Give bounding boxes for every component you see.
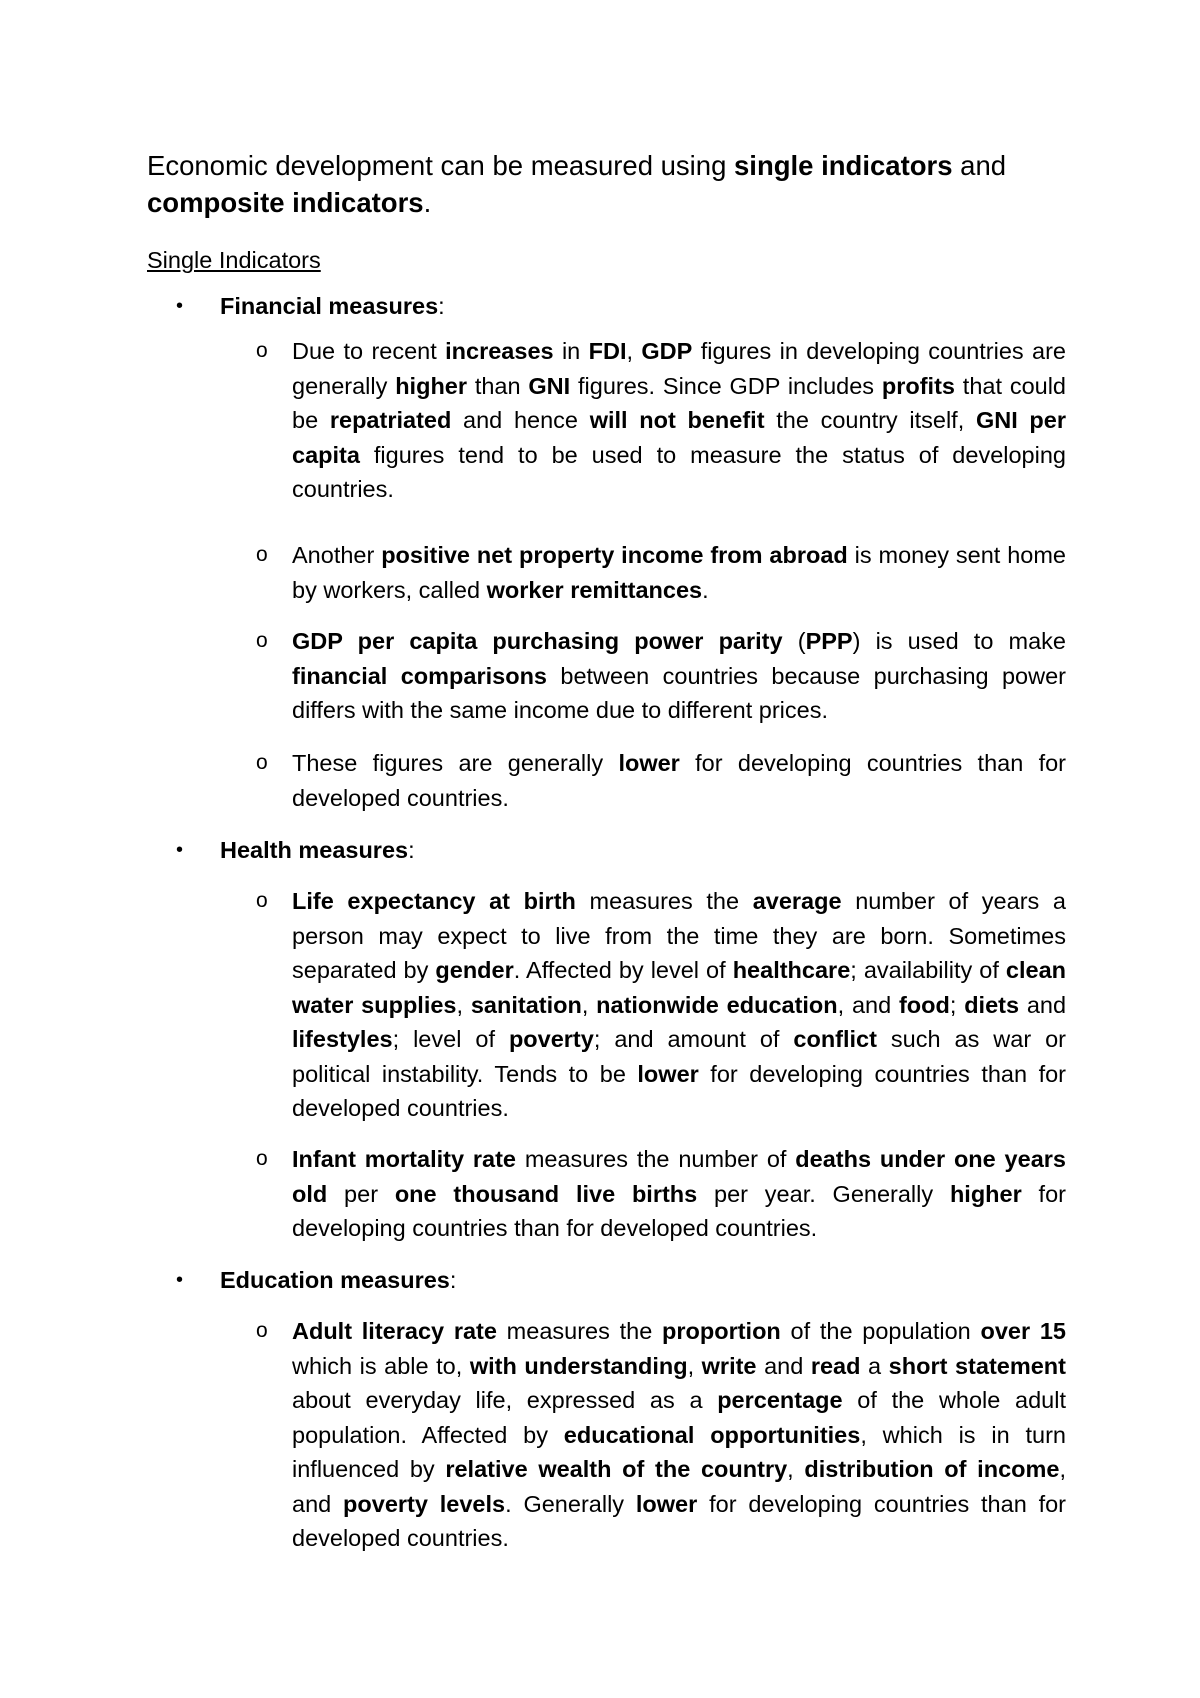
sub-bullet-marker: o	[256, 1319, 268, 1342]
text-span: per	[327, 1180, 395, 1207]
bold-term: over 15	[980, 1318, 1067, 1344]
text-span: ; level of	[392, 1026, 509, 1052]
text-span: , which is in turn influenced by	[292, 1421, 1066, 1482]
bold-term: one thousand live births	[394, 1180, 698, 1207]
text-span: figures tend to be used to measure the status of developing countries.	[292, 441, 1066, 502]
text-span: of the whole adult population. Affected by	[292, 1387, 1066, 1448]
text-span: that could be	[292, 372, 1067, 433]
health-item-2	[256, 1142, 1066, 1246]
bold-term: poverty	[508, 1026, 594, 1052]
bold-term: Health measures	[220, 837, 409, 863]
bold-term: relative wealth of the country	[445, 1456, 788, 1482]
text-span: is money sent home by workers, called	[292, 542, 1066, 603]
sub-bullet-marker: o	[256, 543, 268, 566]
bullet-marker: •	[176, 1269, 184, 1291]
bold-term: healthcare	[732, 957, 851, 983]
text-span: ,	[787, 1456, 805, 1482]
text-span: :	[449, 1267, 457, 1293]
bold-term: Financial measures	[220, 293, 439, 319]
bold-term: higher	[395, 372, 468, 399]
text-span: a	[860, 1352, 889, 1379]
bold-term: GNI	[528, 372, 571, 399]
bold-term: clean water supplies	[292, 957, 1066, 1018]
text-span: These figures are generally	[292, 750, 619, 776]
text-span: :	[438, 293, 445, 319]
text-span: ,	[456, 991, 471, 1018]
bold-term: lifestyles	[292, 1026, 393, 1052]
text-span: ) is used to make	[852, 628, 1066, 654]
text-span: ; and amount of	[593, 1026, 794, 1052]
text-span: number of years a person may expect to live from the time they are born. Sometimes separated by	[292, 888, 1066, 983]
text-span: ; availability of	[850, 957, 1006, 983]
bullet-marker: •	[176, 295, 184, 317]
text-span: , and	[292, 1456, 1066, 1517]
text-span: than	[467, 372, 529, 399]
text-span: measures the	[496, 1318, 663, 1344]
bold-term: FDI	[588, 338, 627, 364]
bold-term: Infant mortality rate	[292, 1146, 516, 1172]
bold-term: sanitation	[470, 991, 582, 1018]
text-span: figures. Since GDP includes	[570, 372, 882, 399]
text-span: for developing countries than for developed countries.	[292, 1490, 1067, 1551]
text-span: measures the number of	[515, 1146, 796, 1172]
financial-item-3	[256, 624, 1066, 728]
text-span: ;	[949, 991, 965, 1018]
text-span: per year. Generally	[697, 1180, 950, 1207]
bold-term: percentage	[717, 1387, 843, 1413]
text-span: between countries because purchasing power differs with the same income due to different prices.	[292, 662, 1066, 723]
bold-term: Education measures	[220, 1267, 450, 1293]
text-span: for developing countries than for developed countries.	[292, 1180, 1066, 1241]
text-span: such as war or political instability. Tends to be	[292, 1026, 1067, 1087]
health-item-1	[256, 884, 1067, 1126]
bold-term: diets	[964, 991, 1020, 1018]
bold-term: lower	[637, 1060, 699, 1087]
bold-term: lower	[618, 750, 680, 776]
bold-term: worker remittances	[486, 576, 703, 603]
text-span: Economic development can be measured using	[147, 150, 735, 181]
bold-term: single indicators	[734, 150, 953, 181]
bold-term: with understanding	[469, 1352, 688, 1379]
bold-term: GDP per capita purchasing power parity	[292, 628, 783, 654]
bold-term: deaths under one years old	[292, 1146, 1066, 1207]
bold-term: average	[752, 888, 842, 914]
sub-bullet-marker: o	[256, 889, 268, 912]
text-span: ,	[626, 338, 642, 364]
bold-term: profits	[881, 372, 955, 399]
text-span: .	[702, 576, 709, 603]
financial-item-1	[256, 334, 1067, 507]
bold-term: GDP	[641, 338, 693, 364]
bold-term: higher	[949, 1180, 1022, 1207]
text-span: and	[952, 150, 1007, 181]
section-heading: Single Indicators	[147, 247, 321, 273]
text-span: (	[782, 628, 806, 654]
bullet-marker: •	[176, 839, 184, 861]
bold-term: nationwide education	[596, 991, 838, 1018]
bold-term: financial comparisons	[292, 662, 547, 689]
sub-bullet-marker: o	[256, 1147, 268, 1170]
financial-item-2	[256, 538, 1066, 607]
bold-term: will not benefit	[589, 407, 765, 433]
sub-bullet-marker: o	[256, 751, 268, 774]
bold-term: proportion	[662, 1318, 781, 1344]
financial-item-4	[256, 746, 1067, 815]
intro-paragraph	[147, 147, 1067, 221]
bold-term: composite indicators	[147, 187, 424, 218]
bold-term: lower	[635, 1490, 698, 1517]
text-span: Another	[292, 542, 382, 568]
text-span: figures in developing countries are generally	[292, 338, 1067, 399]
text-span: in	[553, 338, 589, 364]
text-span: ,	[581, 991, 597, 1018]
text-span: , and	[837, 991, 899, 1018]
text-span: about everyday life, expressed as a	[292, 1387, 718, 1413]
bold-term: short statement	[888, 1352, 1066, 1379]
text-span: of the population	[780, 1318, 981, 1344]
text-span: for developing countries than for developed countries.	[292, 750, 1067, 811]
sub-bullet-marker: o	[256, 339, 268, 362]
bold-term: food	[898, 991, 950, 1018]
text-span: Due to recent	[292, 338, 446, 364]
text-span: . Affected by level of	[513, 957, 733, 983]
text-span: ,	[687, 1352, 702, 1379]
bold-term: read	[810, 1352, 861, 1379]
bold-term: positive net property income from abroad	[381, 542, 848, 568]
bold-term: write	[701, 1352, 757, 1379]
text-span: . Generally	[505, 1490, 636, 1517]
text-span: the country itself,	[764, 407, 976, 433]
bold-term: increases	[445, 338, 554, 364]
text-span: and	[756, 1352, 811, 1379]
text-span: for developing countries than for developed countries.	[292, 1060, 1066, 1121]
text-span: :	[408, 837, 415, 863]
education-item-1	[256, 1314, 1067, 1556]
bold-term: gender	[435, 957, 514, 983]
bold-term: PPP	[805, 628, 853, 654]
bold-term: Adult literacy rate	[292, 1318, 497, 1344]
text-span: which is able to,	[292, 1352, 470, 1379]
bold-term: educational opportunities	[563, 1421, 861, 1448]
sub-bullet-marker: o	[256, 629, 268, 652]
bold-term: repatriated	[329, 407, 452, 433]
text-span: and hence	[451, 407, 590, 433]
text-span: .	[423, 187, 432, 218]
text-span: and	[1019, 991, 1067, 1018]
text-span: measures the	[575, 888, 753, 914]
bold-term: distribution of income	[804, 1456, 1060, 1482]
bold-term: conflict	[793, 1026, 877, 1052]
bold-term: poverty levels	[343, 1490, 506, 1517]
bold-term: GNI per capita	[292, 407, 1066, 468]
bold-term: Life expectancy at birth	[292, 888, 576, 914]
